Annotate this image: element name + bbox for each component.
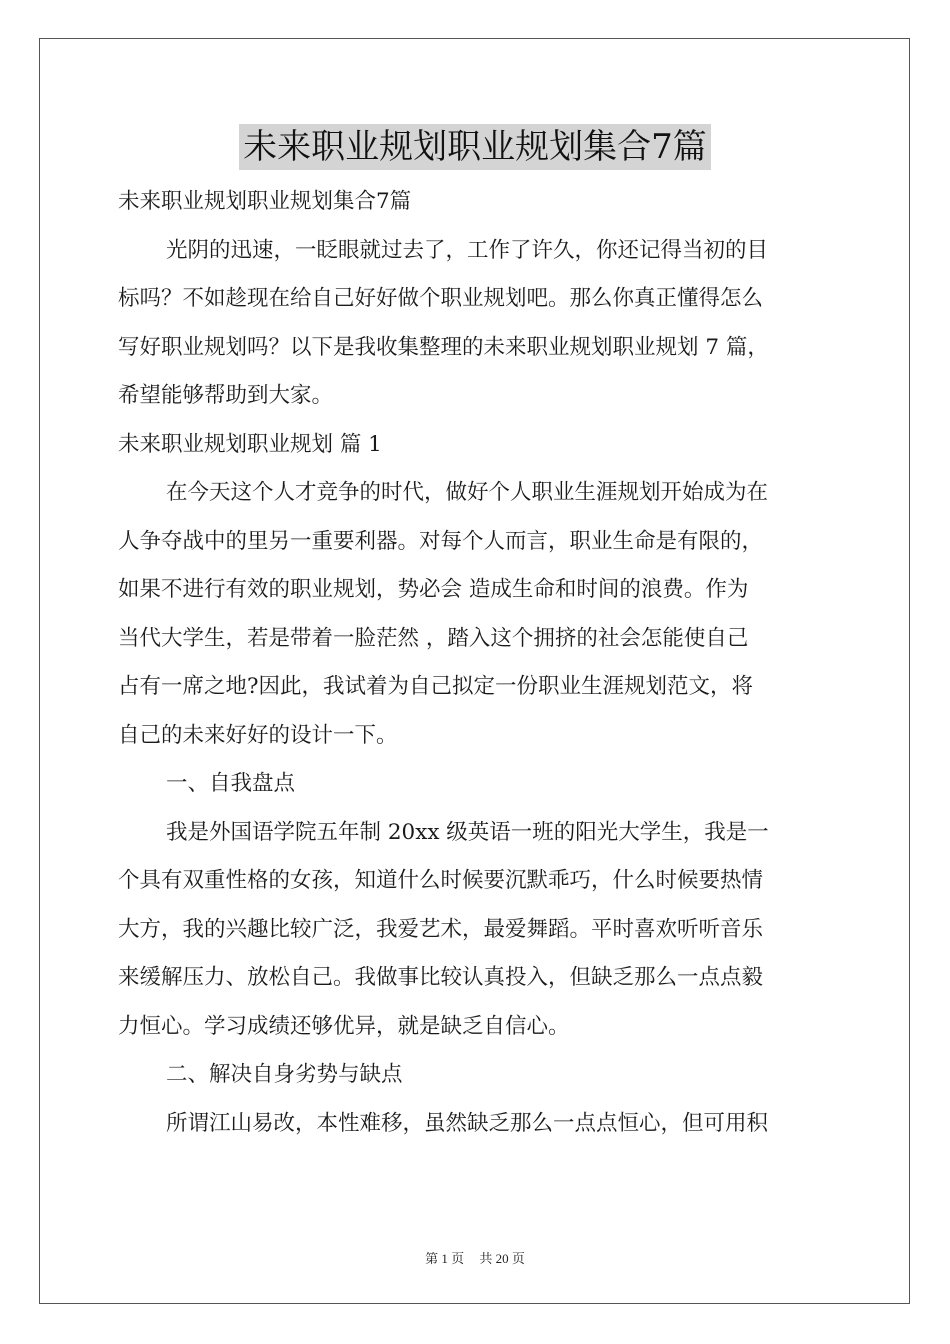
document-body [118,178,834,1148]
subheading-self-review: 一、自我盘点 [166,771,296,796]
intro-line-2: 标吗？不如趁现在给自己好好做个职业规划吧。那么你真正懂得怎么 [118,286,764,311]
document-title: 未来职业规划职业规划集合7篇 [239,124,711,170]
para1-line-3: 如果不进行有效的职业规划，势必会 造成生命和时间的浪费。作为 [118,577,749,602]
document-title-wrapper [0,124,950,170]
para2-line-3: 大方，我的兴趣比较广泛，我爱艺术，最爱舞蹈。平时喜欢听听音乐 [118,916,764,942]
page-total: 共 20 页 [479,1251,525,1266]
para3-line-1: 所谓江山易改，本性难移，虽然缺乏那么一点点恒心，但可用积 [166,1110,769,1136]
para1-line-1: 在今天这个人才竞争的时代，做好个人职业生涯规划开始成为在 [166,480,769,505]
para2-line-2: 个具有双重性格的女孩，知道什么时候要沉默乖巧，什么时候要热情 [118,868,764,893]
para2-line-1: 我是外国语学院五年制 20xx 级英语一班的阳光大学生，我是一 [166,819,769,845]
para2-line-5: 力恒心。学习成绩还够优异，就是缺乏自信心。 [118,1013,570,1039]
section-heading-1: 未来职业规划职业规划 篇 1 [118,431,382,457]
para1-line-5: 占有一席之地?因此，我试着为自己拟定一份职业生涯规划范文，将 [118,674,754,699]
intro-line-1: 光阴的迅速，一眨眼就过去了，工作了许久，你还记得当初的目 [166,237,769,263]
para1-line-4: 当代大学生，若是带着一脸茫然 ，踏入这个拥挤的社会怎能使自己 [118,625,749,651]
para1-line-6: 自己的未来好好的设计一下。 [118,722,398,748]
para2-line-4: 来缓解压力、放松自己。我做事比较认真投入，但缺乏那么一点点毅 [118,965,764,990]
subtitle-line: 未来职业规划职业规划集合7篇 [118,189,412,214]
subheading-weaknesses: 二、解决自身劣势与缺点 [166,1062,403,1087]
intro-line-4: 希望能够帮助到大家。 [118,383,334,408]
page-number: 第 1 页 [425,1251,465,1266]
para1-line-2: 人争夺战中的里另一重要利器。对每个人而言，职业生命是有限的， [118,528,764,554]
intro-line-3: 写好职业规划吗？以下是我收集整理的未来职业规划职业规划 7 篇， [118,334,769,360]
page-footer [0,1248,950,1267]
